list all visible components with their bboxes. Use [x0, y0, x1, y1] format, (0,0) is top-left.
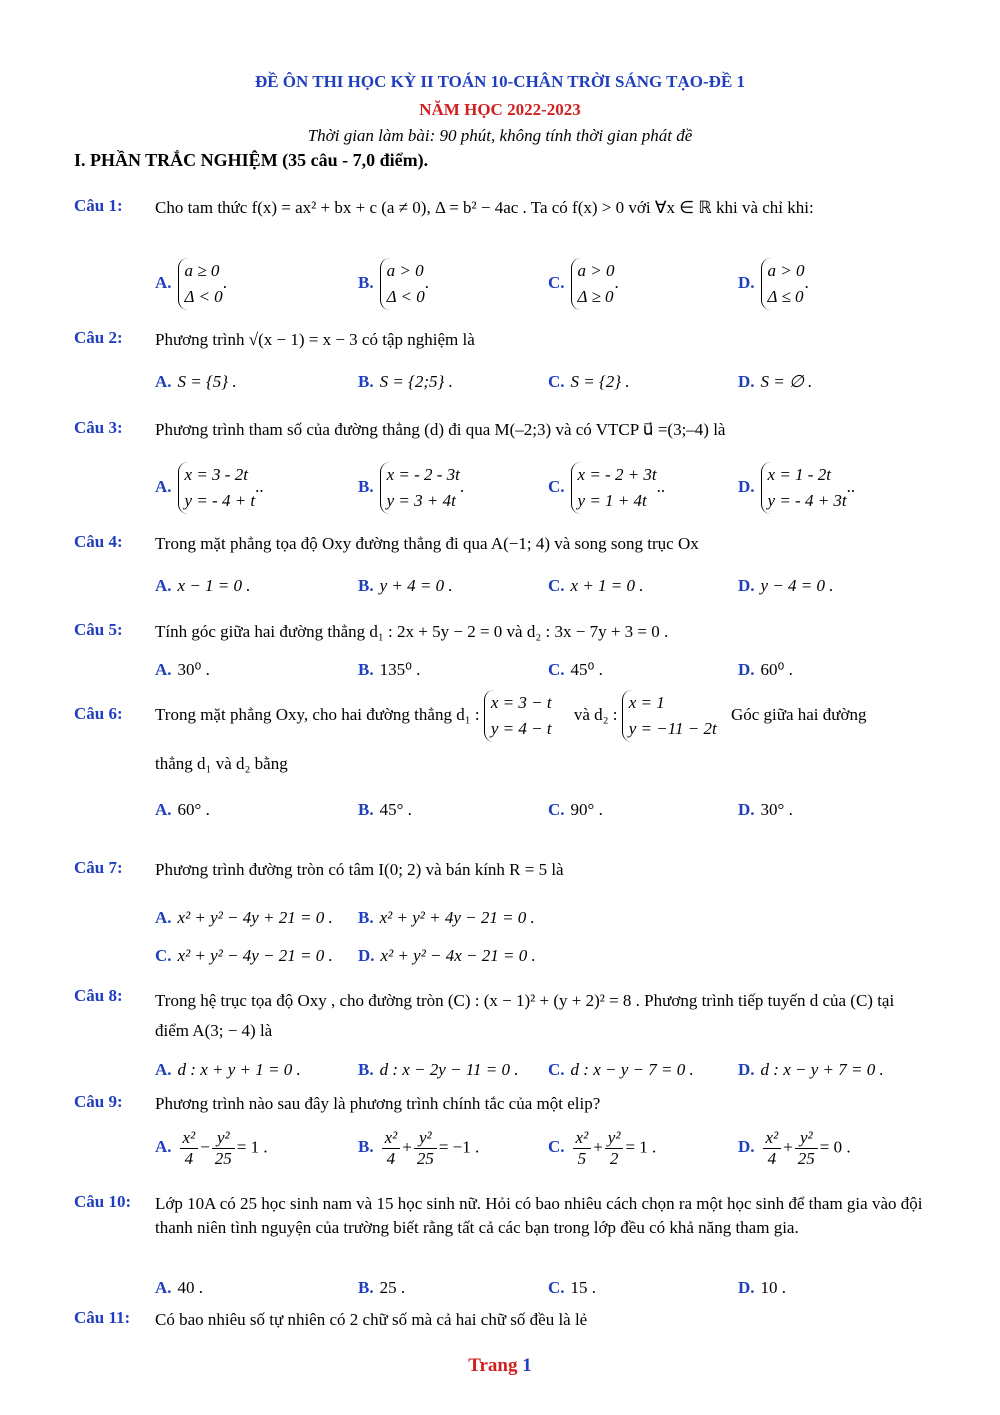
option: B. S = {2;5} .	[358, 372, 453, 391]
option: C. 15 .	[548, 1278, 597, 1297]
option: A. $\frac{\text{x²}}{4}$ − $\frac{\text{y²}}{25}$ = 1 .	[155, 1128, 268, 1168]
option: D. x² + y² − 4x − 21 = 0 .	[358, 946, 536, 965]
option: C. 90° .	[548, 800, 603, 819]
option: D. $\frac{\text{x²}}{4}$ + $\frac{\text{y²}}{25}$ = 0 .	[738, 1128, 851, 1168]
exam-title: ĐỀ ÔN THI HỌC KỲ II TOÁN 10-CHÂN TRỜI SÁNG TẠO-ĐỀ 1	[254, 72, 746, 91]
option: A. 30⁰ .	[155, 660, 210, 679]
question-label: Câu 9:	[74, 1092, 123, 1111]
option: C. S = {2} .	[548, 372, 630, 391]
option: D. 60⁰ .	[738, 660, 793, 679]
option: A.x = 3 - 2t y = - 4 + t..	[155, 462, 264, 514]
question-label: Câu 4:	[74, 532, 123, 551]
question-text: Có bao nhiêu số tự nhiên có 2 chữ số mà cả hai chữ số đều là lẻ	[155, 1310, 588, 1329]
option: C.a > 0 Δ ≥ 0.	[548, 258, 619, 310]
option: B. $\frac{\text{x²}}{4}$ + $\frac{\text{y²}}{25}$ = −1 .	[358, 1128, 480, 1168]
question-label: Câu 1:	[74, 196, 123, 215]
option: C. x² + y² − 4y − 21 = 0 .	[155, 946, 333, 965]
page-footer: Trang 1	[468, 1355, 532, 1376]
question-text: Tính góc giữa hai đường thẳng d₁ : 2x + 5y − 2 = 0 và d₂ : 3x − 7y + 3 = 0 .	[155, 622, 669, 641]
option: D. 30° .	[738, 800, 793, 819]
time-note: Thời gian làm bài: 90 phút, không tính thời gian phát đề	[307, 126, 693, 145]
option: B. 25 .	[358, 1278, 406, 1297]
option: C. 45⁰ .	[548, 660, 603, 679]
option: C.x = - 2 + 3t y = 1 + 4t..	[548, 462, 665, 514]
option: D. y − 4 = 0 .	[738, 576, 834, 595]
section-heading: I. PHẦN TRẮC NGHIỆM (35 câu - 7,0 điểm).	[74, 150, 429, 170]
option: A. x² + y² − 4y + 21 = 0 .	[155, 908, 333, 927]
option: A. 60° .	[155, 800, 210, 819]
option: A. S = {5} .	[155, 372, 237, 391]
option: A.a ≥ 0 Δ < 0.	[155, 258, 227, 310]
option: B. 135⁰ .	[358, 660, 421, 679]
question-label: Câu 8:	[74, 986, 123, 1005]
option: B. 45° .	[358, 800, 412, 819]
option: D.x = 1 - 2t y = - 4 + 3t..	[738, 462, 855, 514]
question-label: Câu 7:	[74, 858, 123, 877]
question-text: Phương trình √(x − 1) = x − 3 có tập nghiệm là	[155, 330, 475, 349]
question-text: Phương trình đường tròn có tâm I(0; 2) và bán kính R = 5 là	[155, 860, 564, 879]
question-text: Trong mặt phẳng tọa độ Oxy đường thẳng đi qua A(−1; 4) và song song trục Ox	[155, 534, 699, 553]
question-label: Câu 3:	[74, 418, 123, 437]
option: A. x − 1 = 0 .	[155, 576, 251, 595]
option: A. d : x + y + 1 = 0 .	[155, 1060, 301, 1079]
question-label: Câu 11:	[74, 1308, 131, 1327]
school-year: NĂM HỌC 2022-2023	[419, 100, 581, 119]
question-label: Câu 6:	[74, 704, 123, 723]
question-text-cont: thẳng d₁ và d₂ bằng	[155, 754, 288, 773]
question-text: Phương trình tham số của đường thẳng (d) đi qua M(–2;3) và có VTCP u⃗ =(3;–4) là	[155, 420, 726, 439]
option: B. d : x − 2y − 11 = 0 .	[358, 1060, 519, 1079]
option: B. x² + y² + 4y − 21 = 0 .	[358, 908, 535, 927]
option: C. d : x − y − 7 = 0 .	[548, 1060, 694, 1079]
option: D. S = ∅ .	[738, 372, 813, 391]
question-label: Câu 5:	[74, 620, 123, 639]
question-label: Câu 10:	[74, 1192, 132, 1211]
question-text: Lớp 10A có 25 học sinh nam và 15 học sinh nữ. Hỏi có bao nhiêu cách chọn ra một học sinh để tham gia vào đội thanh niên tình nguyện của trường biết rằng tất cả các bạn trong lớp đều có khả năng tham gia.	[155, 1194, 923, 1237]
question-label: Câu 2:	[74, 328, 123, 347]
question-text: Phương trình nào sau đây là phương trình chính tắc của một elip?	[155, 1094, 601, 1113]
option: D. 10 .	[738, 1278, 787, 1297]
option: B.x = - 2 - 3t y = 3 + 4t.	[358, 462, 464, 514]
option: D.a > 0 Δ ≤ 0.	[738, 258, 809, 310]
option: C. x + 1 = 0 .	[548, 576, 644, 595]
option: C. $\frac{\text{x²}}{5}$ + $\frac{\text{y²}}{2}$ = 1 .	[548, 1128, 657, 1168]
question-text: Trong hệ trục tọa độ Oxy , cho đường tròn (C) : (x − 1)² + (y + 2)² = 8 . Phương trình tiếp tuyến d của (C) tại điểm A(3; − 4) là	[155, 991, 895, 1040]
question-text: Cho tam thức f(x) = ax² + bx + c (a ≠ 0), Δ = b² − 4ac . Ta có f(x) > 0 với ∀x ∈ ℝ khi và chỉ khi:	[155, 198, 814, 217]
option: D. d : x − y + 7 = 0 .	[738, 1060, 884, 1079]
question-text: Trong mặt phẳng Oxy, cho hai đường thẳng d₁ : x = 3 − t y = 4 − t và d₂ : x = 1 y = −11 − 2t Góc giữa hai đường	[155, 690, 935, 742]
option: B. y + 4 = 0 .	[358, 576, 453, 595]
option: B.a > 0 Δ < 0.	[358, 258, 429, 310]
option: A. 40 .	[155, 1278, 204, 1297]
